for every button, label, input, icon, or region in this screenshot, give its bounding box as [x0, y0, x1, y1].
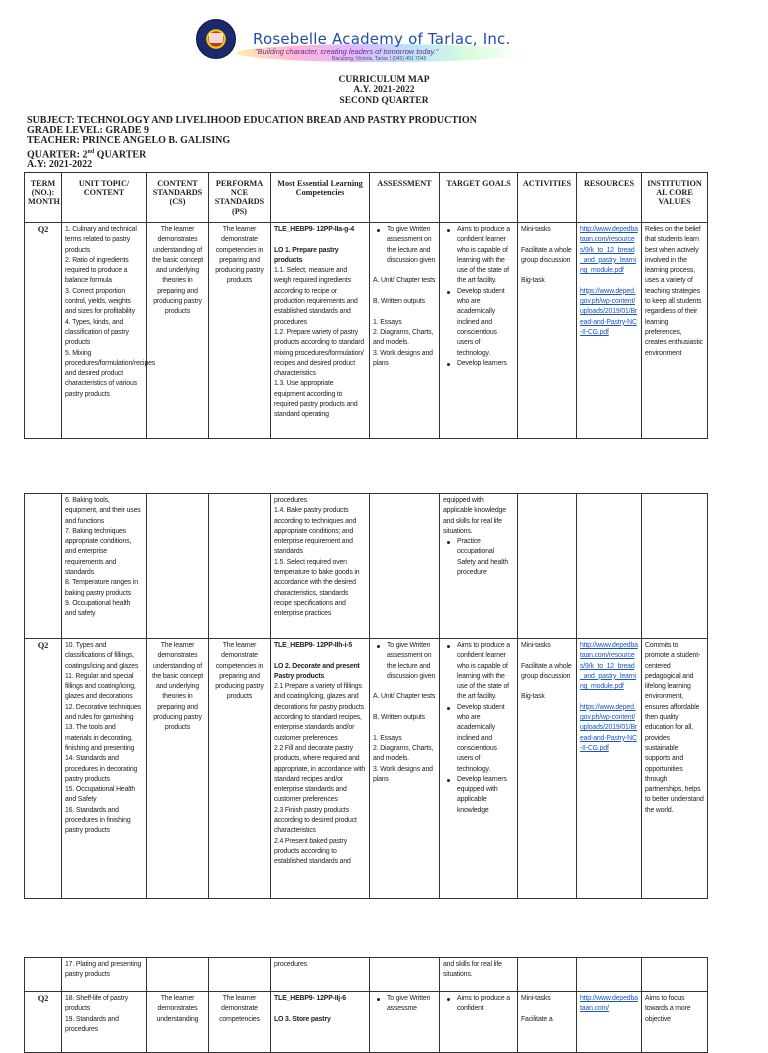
cell-unit: [62, 494, 147, 639]
title-line: SECOND QUARTER: [339, 95, 429, 106]
school-motto: "Building character, creating leaders of tomorrow today.": [255, 47, 439, 56]
bullet-item: [443, 994, 514, 1015]
column-header: Most Essential Learning Competencies: [271, 173, 370, 223]
cell-text: LO 1. Prepare pastry products: [274, 246, 339, 264]
bullet-item: [373, 994, 436, 1015]
blank-line: [521, 266, 573, 276]
cell-text: The learner demonstrate competencies in preparing and producing pastry products: [215, 226, 264, 285]
bullet-item: [443, 287, 514, 359]
cell-resources: [577, 639, 642, 899]
cell-text: 1.1. Select, measure and weigh required ingredients according to recipe or production requirements and established standards and procedures: [274, 267, 358, 326]
cell-text: TLE_HEBP9- 12PP-IIj-6: [274, 995, 346, 1002]
subject-line: SUBJECT: TECHNOLOGY AND LIVELIHOOD EDUCATION BREAD AND PASTRY PRODUCTION: [27, 115, 477, 126]
blank-line: [521, 235, 573, 245]
cell-text: The learner demonstrate competencies in preparing and producing pastry products: [215, 642, 264, 701]
cell-goals: [440, 639, 518, 899]
cell-text: Facilitate a whole group discussion: [521, 662, 572, 680]
cell-term: [25, 639, 62, 899]
cell-assessment: [370, 639, 440, 899]
document-title: [0, 75, 768, 106]
cell-text: equipped with applicable knowledge and skills for real life situations.: [443, 497, 506, 535]
bullet-text: Develop student who are academically inclined and conscientious users of technology.: [457, 287, 505, 357]
quarter-prefix: QUARTER: 2: [27, 148, 88, 160]
curriculum-table-page-2: [24, 493, 708, 899]
cell-cs: [147, 494, 209, 639]
cell-text: procedures: [274, 497, 307, 504]
column-header: UNIT TOPIC/ CONTENT: [62, 173, 147, 223]
table-row: [25, 639, 708, 899]
cell-assessment: [370, 223, 440, 439]
cell-text: Relies on the belief that students learn best when actively involved in the learning process, uses a variety of teaching strategies to keep all students regardless of their learning preferences, creates enthusiastic environment: [645, 226, 703, 357]
cell-ps: [209, 223, 271, 439]
cell-goals: [440, 223, 518, 439]
cell-text: 11. Regular and special fillings and coating/icing, glazes and decorations: [65, 672, 136, 701]
bullet-text: To give Written assessment on the lecture and discussion given: [387, 226, 436, 264]
cell-text: B. Written outputs: [373, 714, 425, 722]
column-header: CONTENT STANDARDS (CS): [147, 173, 209, 223]
header-row: [25, 173, 708, 223]
cell-ps: [209, 958, 271, 992]
cell-activities: [518, 992, 577, 1053]
cell-text: 2. Diagrams, Charts, and models.: [373, 328, 434, 347]
column-header: PERFORMA NCE STANDARDS (PS): [209, 173, 271, 223]
cell-text: procedures: [274, 961, 307, 968]
resource-link[interactable]: https://www.deped.gov.ph/wp-content/uploads/2019/01/Bread-and-Pastry-NC-II-CG.pdf: [580, 287, 638, 336]
blank-line: [373, 287, 436, 297]
cell-text: 2.2 Fill and decorate pastry products, where required and appropriate, in accordance with standard recipes and/or enterprise standards and customer preferences: [274, 744, 366, 804]
cell-text: 12. Decorative techniques and rules for garnishing: [65, 703, 141, 722]
cell-melc: [271, 494, 370, 639]
bullet-item: [443, 775, 514, 816]
bullet-text: Develop learners: [457, 359, 507, 367]
column-header: ASSESSMENT: [370, 173, 440, 223]
school-address: Baculong, Victoria, Tarlac | (045) 491 7045: [332, 56, 427, 62]
cell-ps: [209, 639, 271, 899]
cell-melc: [271, 958, 370, 992]
cell-text: A. Unit/ Chapter tests: [373, 277, 436, 285]
bullet-text: Practice occupational Safety and health procedure: [457, 538, 509, 577]
cell-text: 2.3 Finish pastry products according to desired product characteristics: [274, 806, 357, 835]
blank-line: [373, 682, 436, 692]
cell-text: The learner demonstrates understanding: [156, 995, 199, 1023]
cell-activities: [518, 494, 577, 639]
cell-text: 5. Mixing procedures/formulation/recipes and desired product characteristics of various pastry products: [65, 349, 156, 398]
cell-text: 2. Ratio of ingredients required to produce a balance formula: [65, 256, 129, 285]
cell-activities: [518, 639, 577, 899]
cell-text: The learner demonstrates understanding of the basic concept and underlying theories in preparing and producing pastry products: [151, 226, 204, 316]
grade-line: GRADE LEVEL: GRADE 9: [27, 125, 149, 137]
resource-link[interactable]: https://www.deped.gov.ph/wp-content/uploads/2019/01/Bread-and-Pastry-NC-II-CG.pdf: [580, 703, 638, 752]
school-seal-logo: [196, 19, 236, 59]
cell-ps: [209, 992, 271, 1053]
cell-assessment: [370, 494, 440, 639]
blank-line: [373, 266, 436, 276]
cell-term: [25, 494, 62, 639]
cell-text: 6. Baking tools, equipment, and their uses and functions: [65, 497, 141, 525]
cell-unit: [62, 639, 147, 899]
column-header: TERM (NO.): MONTH: [25, 173, 62, 223]
cell-text: The learner demonstrates understanding of the basic concept and underlying theories in preparing and producing pastry products: [151, 642, 204, 732]
cell-values: [642, 223, 708, 439]
quarter-suffix: QUARTER: [94, 148, 147, 160]
cell-melc: [271, 223, 370, 439]
cell-text: Facilitate a whole group discussion: [521, 246, 572, 264]
school-name: Rosebelle Academy of Tarlac, Inc.: [253, 30, 511, 48]
cell-text: 15. Occupational Health and Safety: [65, 786, 136, 804]
bullet-item: [443, 359, 514, 369]
blank-line: [274, 235, 366, 245]
cell-text: Big-task: [521, 277, 545, 285]
bullet-text: To give Written assessme: [387, 995, 431, 1013]
cell-text: Mini-tasks: [521, 642, 551, 649]
cell-text: Aims to focus towards a more objective: [645, 995, 691, 1023]
cell-activities: [518, 958, 577, 992]
blank-line: [521, 682, 573, 692]
cell-text: Mini-tasks: [521, 226, 551, 233]
column-header: ACTIVITIES: [518, 173, 577, 223]
cell-unit: [62, 223, 156, 439]
cell-ps: [209, 494, 271, 639]
table-row: [25, 223, 708, 439]
cell-cs: [147, 223, 209, 439]
cell-text: 18. Shelf-life of pastry products: [65, 995, 129, 1013]
cell-cs: [147, 992, 209, 1053]
cell-values: [642, 494, 708, 639]
term-label: Q2: [37, 993, 49, 1003]
cell-cs: [147, 958, 209, 992]
cell-goals: [440, 494, 518, 639]
curriculum-table-page-3: [24, 957, 708, 1053]
cell-values: [642, 639, 708, 899]
course-info: [27, 116, 477, 170]
academic-year-line: A.Y: 2021-2022: [27, 159, 93, 171]
cell-goals: [440, 958, 518, 992]
cell-text: 19. Standards and procedures: [65, 1015, 119, 1033]
cell-text: 13. The tools and materials in decorating, finishing and presenting: [65, 724, 135, 752]
cell-text: 17. Plating and presenting pastry products: [65, 961, 142, 979]
resource-link[interactable]: http://www.depedbataan.com/resources/9/k_to_12_bread_and_pastry_learning_module.pdf: [580, 642, 638, 691]
cell-melc: [271, 639, 370, 899]
cell-text: 8. Temperature ranges in baking pastry products: [65, 579, 138, 597]
bullet-item: [373, 225, 436, 266]
column-header: RESOURCES: [577, 173, 642, 223]
term-label: Q2: [37, 224, 49, 234]
cell-term: [25, 992, 62, 1053]
blank-line: [521, 1004, 573, 1014]
cell-text: 9. Occupational health and safety: [65, 599, 131, 618]
cell-text: The learner demonstrate competencies: [219, 995, 260, 1023]
resource-link[interactable]: http://www.depedbataan.com/resources/9/k_to_12_bread_and_pastry_learning_module.pdf: [580, 226, 638, 275]
title-line: CURRICULUM MAP: [338, 75, 430, 85]
blank-line: [274, 1004, 366, 1014]
blank-line: [373, 703, 436, 713]
table-row: [25, 494, 708, 639]
cell-text: Big-task: [521, 693, 545, 701]
curriculum-table-page-1: [24, 172, 708, 439]
blank-line: [521, 651, 573, 661]
quarter-sup: nd: [87, 148, 95, 155]
cell-text: LO 2. Decorate and present Pastry products: [274, 662, 360, 680]
cell-unit: [62, 992, 147, 1053]
blank-line: [580, 692, 638, 702]
bullet-item: [443, 703, 514, 775]
bullet-item: [373, 641, 436, 682]
cell-text: 2.1 Prepare a variety of fillings and coating/icing, glazes and decorations for pastry products according to standard recipes, enterprise standards and/or customer preferences: [274, 683, 364, 742]
cell-text: 1.5. Select required oven temperature to bake goods in accordance with the desired characteristics, standards recipe specifications and enterprise practices: [274, 558, 360, 618]
cell-text: 1. Culinary and technical terms related to pastry products: [65, 226, 137, 254]
blank-line: [373, 307, 436, 317]
term-label: Q2: [37, 640, 49, 650]
cell-text: 1. Essays: [373, 734, 402, 742]
cell-text: 3. Work designs and plans: [373, 349, 433, 367]
cell-text: B. Written outputs: [373, 298, 425, 306]
bullet-item: [443, 537, 514, 578]
title-line: A.Y. 2021-2022: [353, 85, 415, 96]
term-label: [28, 960, 58, 989]
bullet-item: [443, 225, 514, 287]
cell-text: 16. Standards and procedures in finishing pastry products: [65, 806, 131, 835]
cell-goals: [440, 992, 518, 1053]
cell-text: and skills for real life situations.: [443, 961, 502, 979]
cell-assessment: [370, 992, 440, 1053]
term-label: [28, 496, 58, 636]
cell-cs: [147, 639, 209, 899]
cell-text: 1.3. Use appropriate equipment according to required pastry products and standard operating: [274, 380, 358, 419]
cell-text: Facilitate a: [521, 1015, 553, 1023]
cell-term: [25, 223, 62, 439]
table-row: [25, 958, 708, 992]
bullet-text: Aims to produce a confident learner who is capable of learning with the use of the state of the art facility.: [457, 226, 510, 285]
cell-values: [642, 958, 708, 992]
cell-text: 3. Work designs and plans: [373, 765, 433, 783]
cell-text: 10. Types and classifications of fillings, coatings/icing and glazes: [65, 642, 139, 670]
cell-text: LO 3. Store pastry: [274, 1015, 331, 1023]
bullet-text: Develop student who are academically inclined and conscientious users of technology.: [457, 703, 505, 773]
bullet-text: Develop learners equipped with applicable knowledge: [457, 775, 507, 814]
column-header: INSTITUTION AL CORE VALUES: [642, 173, 708, 223]
teacher-line: TEACHER: PRINCE ANGELO B. GALISING: [27, 135, 231, 147]
cell-text: 1. Essays: [373, 318, 402, 326]
cell-text: 7. Baking techniques appropriate conditions, and enterprise requirements and standards: [65, 527, 132, 577]
cell-text: Commits to promote a student-centered pedagogical and lifelong learning environment, ensures affordable then quality education for all, provides sustainable supports and opportunities through partnerships, helps to better understand the world.: [645, 642, 704, 814]
bullet-text: Aims to produce a confident: [457, 995, 510, 1013]
cell-text: 4. Types, kinds, and classification of pastry products: [65, 318, 129, 347]
cell-values: [642, 992, 708, 1053]
cell-resources: [577, 494, 642, 639]
blank-line: [274, 651, 366, 661]
cell-text: 1.4. Bake pastry products according to techniques and appropriate conditions; and enterprise requirement and standards: [274, 507, 357, 556]
column-header: TARGET GOALS: [440, 173, 518, 223]
cell-text: TLE_HEBP9- 12PP-IIh-i-5: [274, 642, 353, 649]
cell-text: 3. Correct proportion control, yields, weights and sizes for profitability: [65, 287, 135, 316]
blank-line: [580, 276, 638, 286]
table-row: [25, 992, 708, 1053]
cell-assessment: [370, 958, 440, 992]
cell-text: 2.4 Present baked pastry products according to established standards and: [274, 837, 351, 866]
bullet-text: Aims to produce a confident learner who is capable of learning with the use of the state of the art facility.: [457, 642, 510, 701]
cell-melc: [271, 992, 370, 1053]
cell-unit: [62, 958, 147, 992]
cell-text: A. Unit/ Chapter tests: [373, 693, 436, 701]
cell-resources: [577, 958, 642, 992]
bullet-item: [443, 641, 514, 703]
cell-text: TLE_HEBP9- 12PP-IIa-g-4: [274, 226, 355, 233]
cell-resources: [577, 992, 642, 1053]
cell-activities: [518, 223, 577, 439]
bullet-text: To give Written assessment on the lecture and discussion given: [387, 642, 436, 680]
cell-term: [25, 958, 62, 992]
cell-resources: [577, 223, 642, 439]
cell-text: 14. Standards and procedures in decorating pastry products: [65, 755, 138, 783]
cell-text: Mini-tasks: [521, 995, 551, 1002]
blank-line: [373, 723, 436, 733]
cell-text: 2. Diagrams, Charts, and models.: [373, 744, 434, 763]
resource-link[interactable]: http://www.depedbataan.com/: [580, 995, 638, 1013]
cell-text: 1.2. Prepare variety of pastry products according to standard mixing procedures/formulation/ recipes and desired product characteristics: [274, 328, 365, 378]
quarter-line: [27, 147, 477, 161]
